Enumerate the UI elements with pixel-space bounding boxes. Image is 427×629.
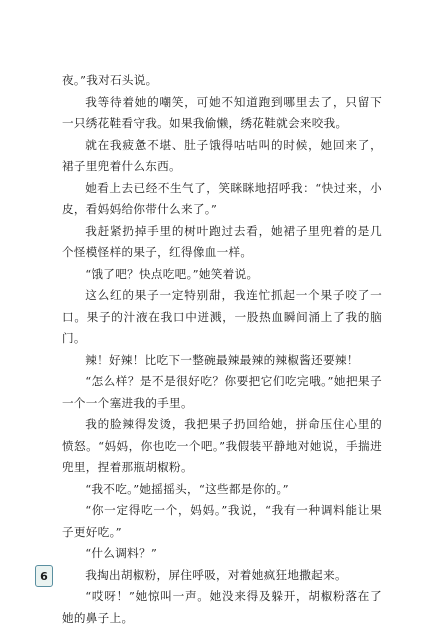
paragraph: 我等待着她的嘲笑，可她不知道跑到哪里去了，只留下一只绣花鞋看守我。如果我偷懒，绣花鞋就会来咬我。 bbox=[62, 94, 382, 130]
story-text bbox=[62, 70, 382, 629]
paragraph: “饿了吧？快点吃吧。”她笑着说。 bbox=[85, 266, 259, 281]
paragraph: 她看上去已经不生气了，笑眯眯地招呼我：“快过来，小皮，看妈妈给你带什么来了。” bbox=[62, 180, 382, 216]
paragraph: “怎么样？是不是很好吃？你要把它们吃完哦。”她把果子一个一个塞进我的手里。 bbox=[62, 374, 382, 410]
paragraph: “哎呀！”她惊叫一声。她没来得及躲开，胡椒粉落在了她的鼻子上。 bbox=[62, 589, 382, 625]
page-number: 6 bbox=[35, 565, 53, 587]
paragraph: 我赶紧扔掉手里的树叶跑过去看，她裙子里兜着的是几个怪模怪样的果子，红得像血一样。 bbox=[62, 223, 382, 259]
paragraph: 就在我疲惫不堪、肚子饿得咕咕叫的时候，她回来了，裙子里兜着什么东西。 bbox=[62, 137, 382, 173]
paragraph: “我不吃。”她摇摇头，“这些都是你的。” bbox=[85, 481, 289, 496]
paragraph: 我的脸辣得发烫，我把果子扔回给她，拼命压住心里的愤怒。“妈妈，你也吃一个吧。”我假装平静地对她说，手揣进兜里，捏着那瓶胡椒粉。 bbox=[62, 417, 382, 474]
paragraph: 这么红的果子一定特别甜，我连忙抓起一个果子咬了一口。果子的汁液在我口中迸溅，一股热血瞬间涌上了我的脑门。 bbox=[62, 288, 382, 345]
paragraph: “你一定得吃一个，妈妈。”我说，“我有一种调料能让果子更好吃。” bbox=[62, 503, 382, 539]
paragraph: 我掏出胡椒粉，屏住呼吸，对着她疯狂地撒起来。 bbox=[85, 567, 347, 582]
paragraph: 辣！好辣！比吃下一整碗最辣最辣的辣椒酱还要辣！ bbox=[85, 352, 359, 367]
paragraph: 夜。”我对石头说。 bbox=[62, 73, 158, 87]
paragraph: “什么调料？” bbox=[85, 546, 158, 560]
